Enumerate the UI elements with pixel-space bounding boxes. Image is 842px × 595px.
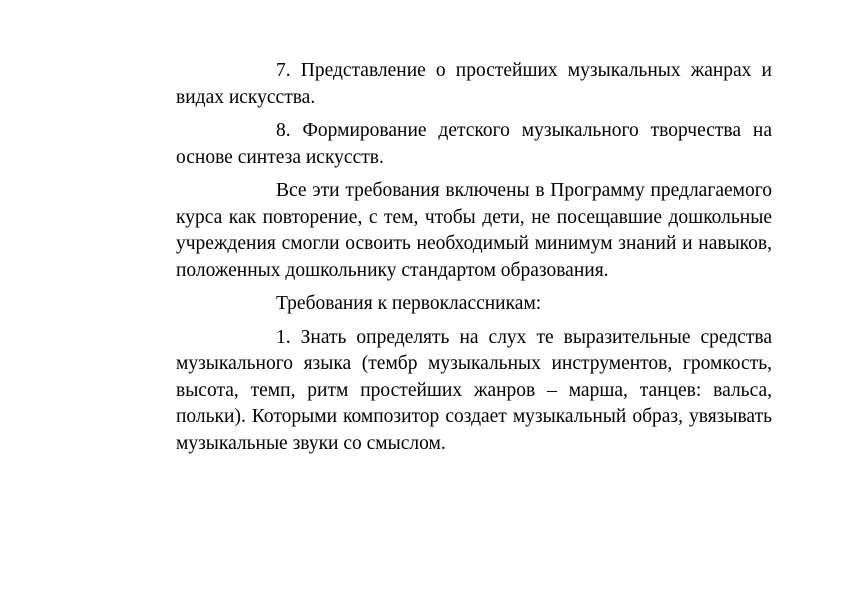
paragraph-requirement-1: 1. Знать определять на слух те выразительные средства музыкального языка (тембр музыкальных инструментов, громкость, высота, темп, ритм простейших жанров – марша, танцев: вальса, польки). Которыми композитор создает музыкальный образ, увязывать музыкальные звуки со смыслом. (176, 326, 772, 454)
paragraph-creativity: 8. Формирование детского музыкального творчества на основе синтеза искусств. (176, 120, 772, 168)
paragraph-program-requirements: Все эти требования включены в Программу предлагаемого курса как повторение, с тем, чтобы дети, не посещавшие дошкольные учреждения смогли освоить необходимый минимум знаний и навыков, положенных дошкольнику стандартом образования. (176, 180, 772, 281)
document-text (176, 58, 772, 464)
paragraph-genres: 7. Представление о простейших музыкальных жанрах и видах искусства. (176, 60, 772, 108)
paragraph-first-grade-heading: Требования к первоклассникам: (276, 293, 542, 314)
